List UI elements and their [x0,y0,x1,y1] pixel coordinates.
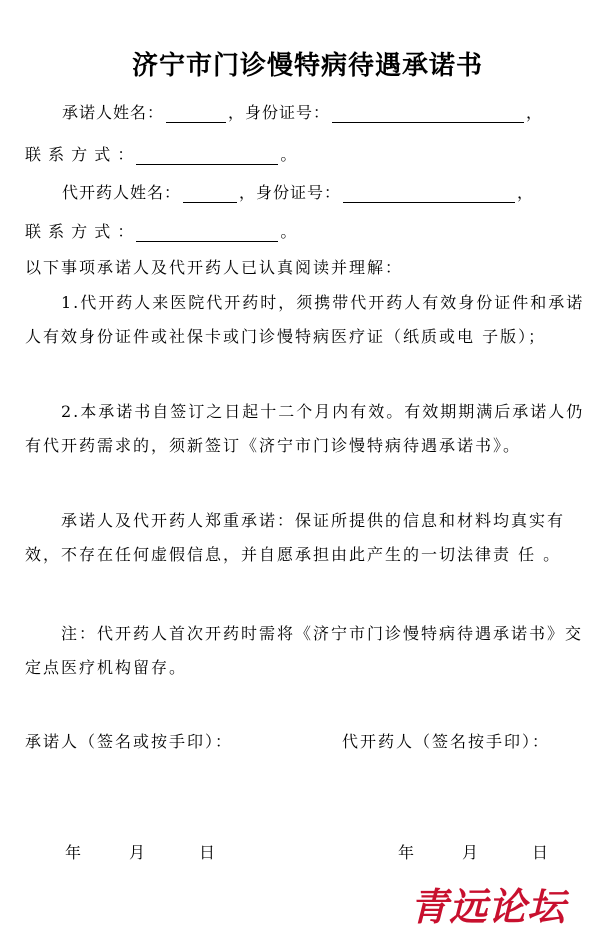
note-text: 注：代开药人首次开药时需将《济宁市门诊慢特病待遇承诺书》交定点医疗机构留存。 [25,624,584,677]
agent-info-line [62,180,534,203]
pledge-text: 承诺人及代开药人郑重承诺：保证所提供的信息和材料均真实有效，不存在任何虚假信息，并自愿承担由此产生的一切法律责 任 。 [25,511,566,564]
agent-date [398,840,548,863]
item-2-paragraph [25,395,590,463]
promiser-contact-blank[interactable] [136,146,278,165]
promiser-name-label: 承诺人姓名： [62,103,165,122]
intro-text: 以下事项承诺人及代开药人已认真阅读并理解： [25,258,404,277]
note-paragraph [25,617,590,685]
agent-date-month: 月 [462,843,479,862]
item-2-text: 2.本承诺书自签订之日起十二个月内有效。有效期期满后承诺人仍有代开药需求的，须新签订《济宁市门诊慢特病待遇承诺书》。 [25,402,585,455]
promiser-name-blank[interactable] [166,104,226,123]
promiser-info-line [62,100,543,123]
document-title: 济宁市门诊慢特病待遇承诺书 [131,51,483,81]
promiser-contact-line [25,142,297,165]
promiser-id-blank[interactable] [332,104,524,123]
agent-contact-blank[interactable] [136,223,278,242]
agent-contact-line [25,219,297,242]
pledge-paragraph [25,504,590,572]
item-1-paragraph [25,286,590,354]
agent-date-day: 日 [532,843,549,862]
item-1-text: 1.代开药人来医院代开药时，须携带代开药人有效身份证件和承诺人有效身份证件或社保卡或门诊慢特病医疗证（纸质或电 子版）； [25,293,585,346]
period-1: 。 [280,145,298,164]
agent-id-label: ，身份证号： [239,183,342,202]
agent-contact-label: 联 系 方 式 ： [25,222,135,241]
agent-date-year: 年 [398,843,415,862]
promiser-id-label: ，身份证号： [228,103,331,122]
forum-watermark-logo: 青远论坛 [410,885,567,929]
agent-name-blank[interactable] [183,184,237,203]
period-2: 。 [280,222,298,241]
agent-id-blank[interactable] [343,184,515,203]
agent-signature-label: 代开药人（签名按手印）： [342,732,551,751]
promiser-date-year: 年 [65,843,82,862]
promiser-date [65,840,215,863]
comma-2: ， [517,183,535,202]
agent-name-label: 代开药人姓名： [62,183,182,202]
promiser-date-day: 日 [199,843,216,862]
comma-1: ， [526,103,544,122]
promiser-signature-label: 承诺人（签名或按手印）： [25,732,234,751]
promiser-contact-label: 联 系 方 式 ： [25,145,135,164]
promiser-date-month: 月 [129,843,146,862]
intro-paragraph [25,251,590,285]
